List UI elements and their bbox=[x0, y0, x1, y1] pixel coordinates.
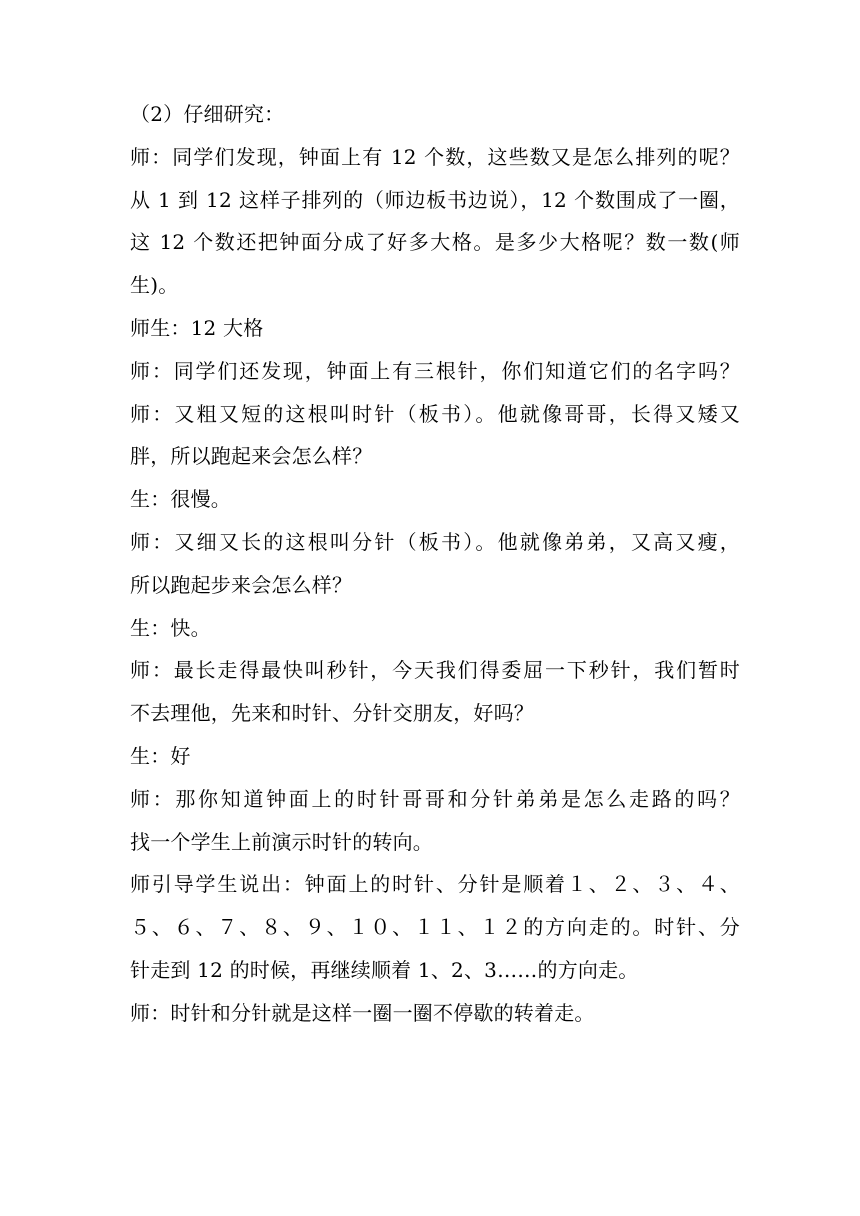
paragraph-line: 所以跑起步来会怎么样？ bbox=[130, 572, 353, 597]
paragraph-line: ５、６、７、８、９、１０、１１、１２的方向走的。时针、分 bbox=[130, 915, 740, 940]
paragraph-line: 生：很慢。 bbox=[130, 487, 231, 512]
paragraph-line: 不去理他，先来和时针、分针交朋友，好吗？ bbox=[130, 701, 534, 726]
paragraph-line: 师：同学们发现，钟面上有 12 个数，这些数又是怎么排列的呢？ bbox=[130, 144, 740, 169]
section-heading: （2）仔细研究： bbox=[130, 102, 285, 126]
paragraph-line: 师生：12 大格 bbox=[130, 315, 264, 340]
paragraph-line: 生)。 bbox=[130, 273, 179, 298]
paragraph-line: 从 1 到 12 这样子排列的（师边板书边说），12 个数围成了一圈， bbox=[130, 187, 740, 212]
paragraph-line: 师：时针和分针就是这样一圈一圈不停歇的转着走。 bbox=[130, 1000, 595, 1025]
paragraph-line: 师引导学生说出：钟面上的时针、分针是顺着１、２、３、４、 bbox=[130, 872, 740, 897]
paragraph-line: 胖，所以跑起来会怎么样？ bbox=[130, 444, 373, 469]
paragraph-line: 这 12 个数还把钟面分成了好多大格。是多少大格呢？数一数(师 bbox=[130, 230, 740, 255]
paragraph-line: 师：又粗又短的这根叫时针（板书）。他就像哥哥，长得又矮又 bbox=[130, 401, 740, 426]
paragraph-line: 针走到 12 的时候，再继续顺着 1、2、3……的方向走。 bbox=[130, 957, 639, 982]
paragraph-line: 师：那你知道钟面上的时针哥哥和分针弟弟是怎么走路的吗？ bbox=[130, 786, 740, 811]
paragraph-line: 师：同学们还发现，钟面上有三根针，你们知道它们的名字吗？ bbox=[130, 358, 740, 383]
paragraph-line: 生：快。 bbox=[130, 615, 211, 640]
paragraph-line: 找一个学生上前演示时针的转向。 bbox=[130, 829, 433, 854]
paragraph-line: 师：最长走得最快叫秒针，今天我们得委屈一下秒针，我们暂时 bbox=[130, 658, 740, 683]
paragraph-line: 师：又细又长的这根叫分针（板书）。他就像弟弟，又高又瘦， bbox=[130, 529, 740, 554]
document-body bbox=[130, 104, 740, 1046]
paragraph-line: 生：好 bbox=[130, 743, 191, 768]
